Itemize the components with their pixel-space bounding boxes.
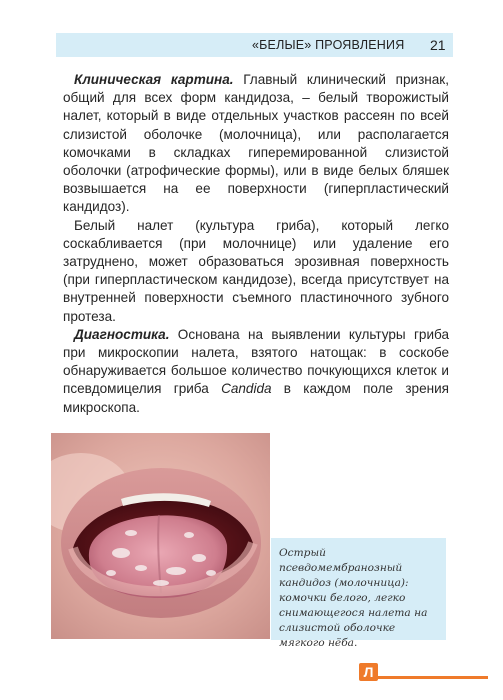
publisher-logo-bar bbox=[378, 676, 488, 679]
diagnostics-text-before: Основана на выявлении культуры гриба при микроскопии налета, взятого натощак: в соскобе обнаруживается большое количество почкующихся клеток и псевдомицелия гриба bbox=[63, 326, 449, 397]
figure-caption: Острый псевдомембранозный кандидоз (молочница): комочки белого, легко снимающегося налета на слизистой оболочке мягкого нёба. bbox=[279, 547, 428, 649]
publisher-logo-letter: Л bbox=[363, 664, 374, 680]
paragraph-diagnostics bbox=[63, 326, 449, 417]
page-number: 21 bbox=[430, 37, 446, 53]
paragraph-plaque bbox=[63, 217, 449, 326]
clinical-heading: Клиническая картина. bbox=[74, 72, 234, 87]
plaque-text: Белый налет (культура гриба), который легко соскабливается (при молочнице) или удаление его затруднено, может образоваться эрозивная поверхность (при гиперпластическом кандидозе), всегда присутствует на внутренней поверхности съемного пластиночного зубного протеза. bbox=[63, 217, 449, 324]
clinical-text: Главный клинический признак, общий для всех форм кандидоза, – белый творожистый налет, который в виде отдельных участков рассеян по всей слизистой оболочке (молочница), или располагается комочками в складках гиперемированной слизистой оболочки (атрофические формы), или в виде белых бляшек возвышается на ее поверхности (гиперпластический кандидоз). bbox=[63, 72, 449, 215]
body-text bbox=[63, 71, 449, 417]
oral-cavity-illustration bbox=[51, 433, 270, 639]
running-head: «БЕЛЫЕ» ПРОЯВЛЕНИЯ bbox=[252, 38, 405, 52]
diagnostics-text-after: в каждом поле зрения микроскопа. bbox=[63, 381, 450, 415]
oral-cavity-photo bbox=[51, 433, 270, 639]
diagnostics-heading: Диагностика. bbox=[74, 326, 170, 342]
candida-term: Candida bbox=[221, 381, 272, 397]
paragraph-clinical bbox=[63, 71, 449, 217]
publisher-logo bbox=[359, 663, 378, 681]
